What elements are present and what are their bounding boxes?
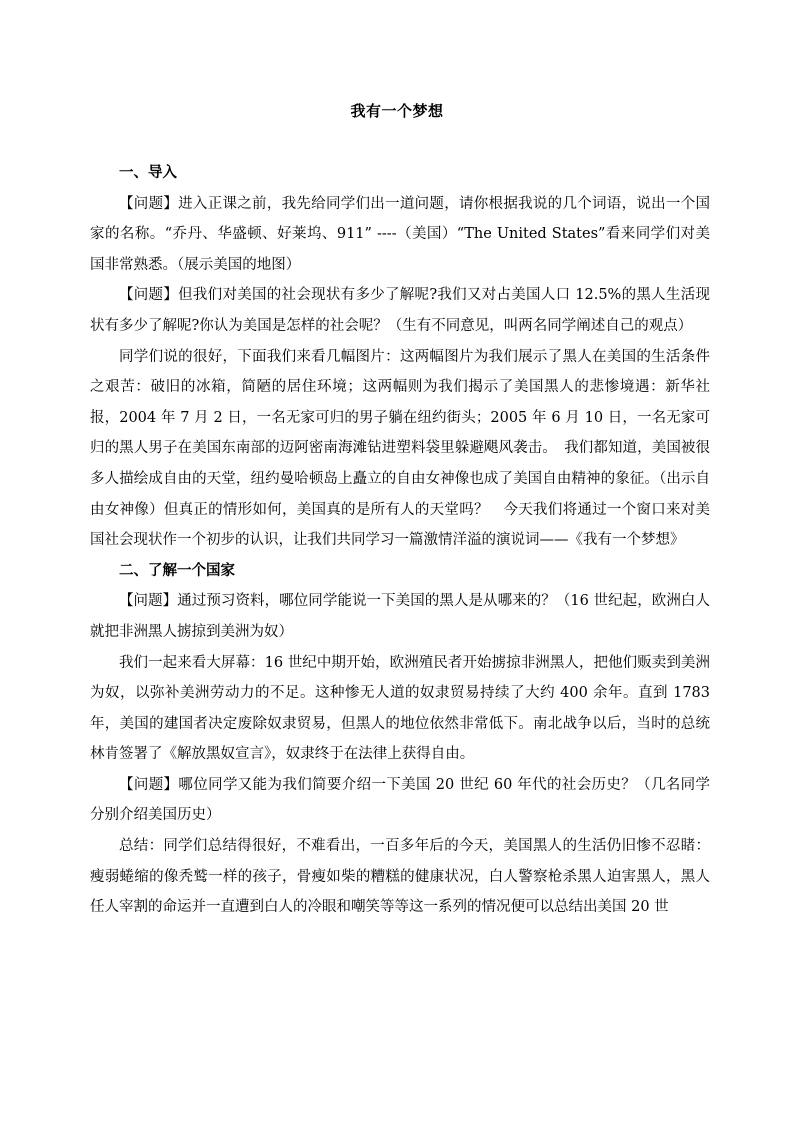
paragraph: 总结：同学们总结得很好，不难看出，一百多年后的今天，美国黑人的生活仍旧惨不忍睹：瘦弱蜷缩的像秃鹫一样的孩子，骨瘦如柴的糟糕的健康状况，白人警察枪杀黑人迫害黑人，黑人任人宰割的命运并一直遭到白人的冷眼和嘲笑等等这一系列的情况便可以总结出美国 20 世 [90, 838, 710, 916]
section-heading-country: 二、了解一个国家 [119, 561, 235, 579]
paragraph: 【问题】进入正课之前，我先给同学们出一道问题，请你根据我说的几个词语，说出一个国家的名称。“乔丹、华盛顿、好莱坞、911” ----（美国）“The United States”看来同学们对美国非常熟悉。（展示美国的地图） [90, 195, 710, 273]
paragraph: 【问题】通过预习资料，哪位同学能说一下美国的黑人是从哪来的？（16 世纪起，欧洲白人就把非洲黑人掳掠到美洲为奴） [90, 593, 710, 640]
paragraph: 同学们说的很好，下面我们来看几幅图片：这两幅图片为我们展示了黑人在美国的生活条件之艰苦：破旧的冰箱，简陋的居住环境；这两幅则为我们揭示了美国黑人的悲惨境遇：新华社报，2004 年 7 月 2 日，一名无家可归的男子躺在纽约街头；2005 年 6 月 10 日，一名无家可归的黑人男子在美国东南部的迈阿密南海滩钻进塑料袋里躲避飓风袭击。 我们都知道，美国被很多人描绘成自由的天堂，纽约曼哈顿岛上矗立的自由女神像也成了美国自由精神的象征。（出示自由女神像）但真正的情形如何，美国真的是所有人的天堂吗？ 今天我们将通过一个窗口来对美国社会现状作一个初步的认识，让我们共同学习一篇激情洋溢的演说词——《我有一个梦想》 [90, 348, 710, 549]
paragraph: 【问题】哪位同学又能为我们简要介绍一下美国 20 世纪 60 年代的社会历史？（几名同学分别介绍美国历史） [90, 776, 710, 824]
document-body [90, 158, 710, 923]
paragraph: 我们一起来看大屏幕：16 世纪中期开始，欧洲殖民者开始掳掠非洲黑人，把他们贩卖到美洲为奴，以弥补美洲劳动力的不足。这种惨无人道的奴隶贸易持续了大约 400 余年。直到 1783 年，美国的建国者决定废除奴隶贸易，但黑人的地位依然非常低下。南北战争以后，当时的总统林肯签署了《解放黑奴宣言》，奴隶终于在法律上获得自由。 [90, 654, 710, 763]
section-heading-intro: 一、导入 [119, 164, 177, 181]
paragraph: 【问题】但我们对美国的社会现状有多少了解呢?我们又对占美国人口 12.5%的黑人生活现状有多少了解呢?你认为美国是怎样的社会呢？（生有不同意见，叫两名同学阐述自己的观点） [90, 287, 710, 334]
page-title: 我有一个梦想 [350, 102, 444, 120]
